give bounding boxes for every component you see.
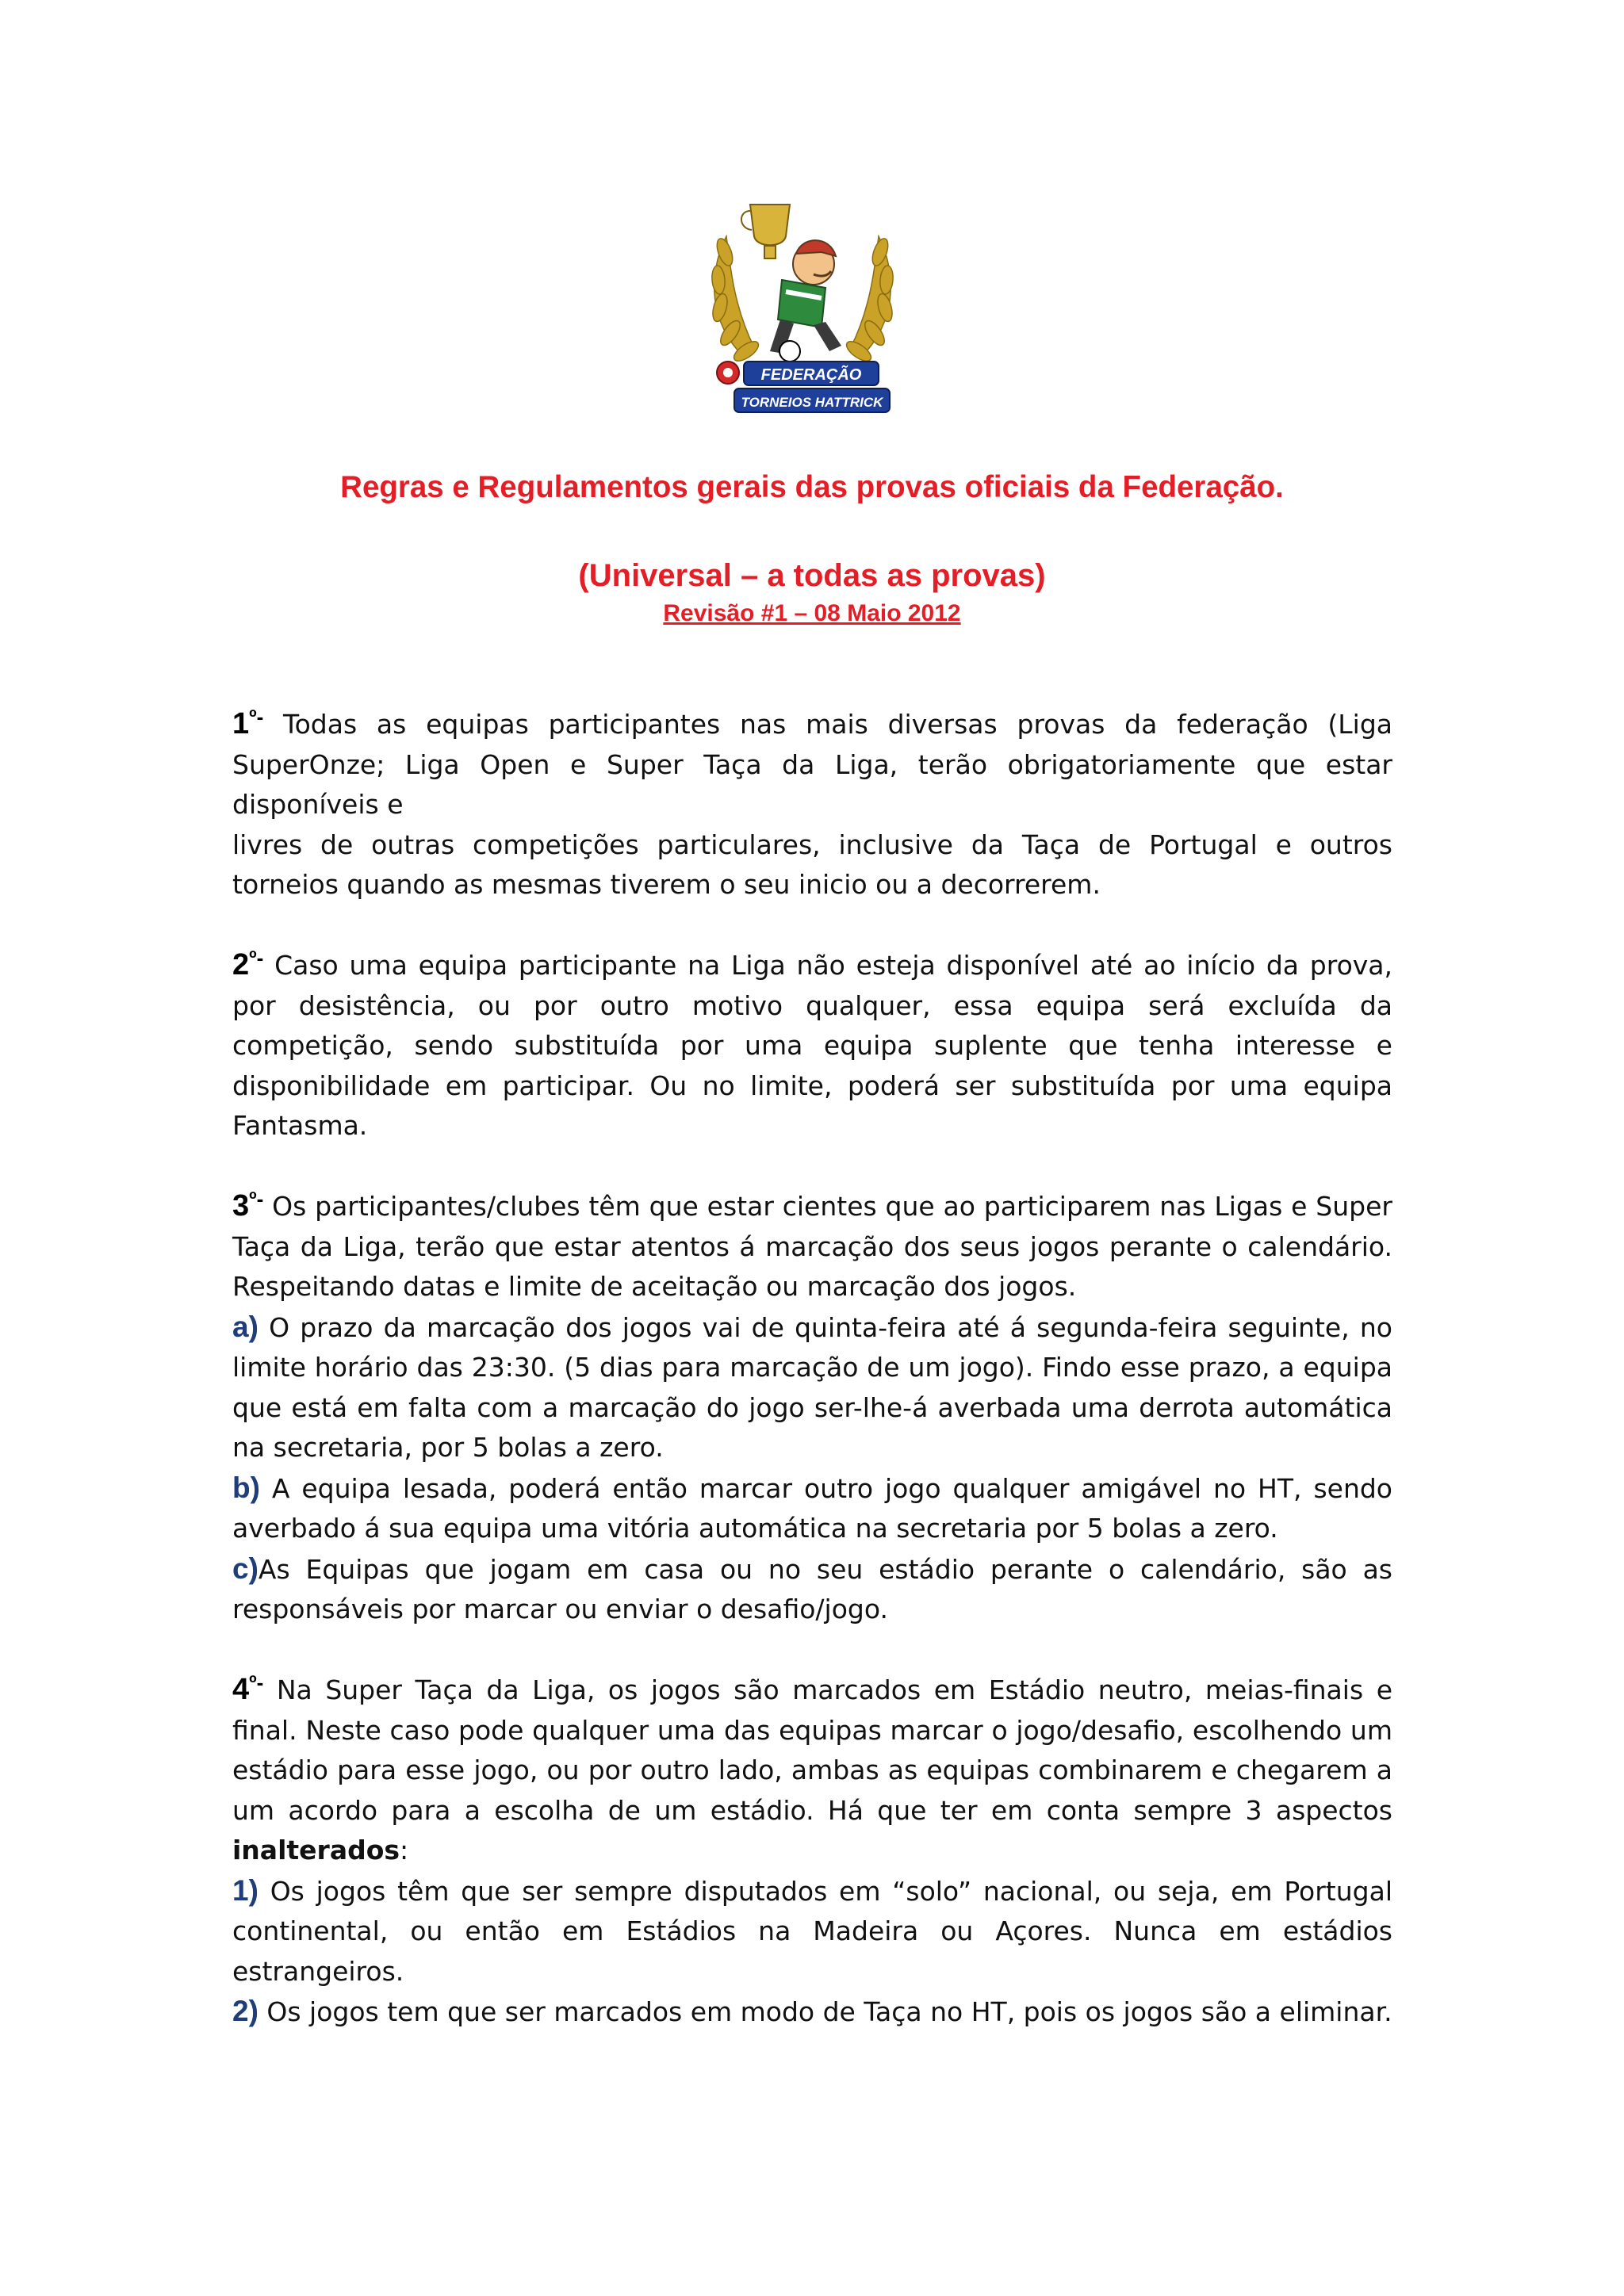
item-text: Os jogos têm que ser sempre disputados em “solo” nacional, ou seja, em Portugal continental, ou então em Estádios na Madeira ou Açores. Nunca em estádios estrangeiros. [232,1875,1392,1987]
rule-text: Todas as equipas participantes nas mais diversas provas da federação (Liga SuperOnze; Liga Open e Super Taça da Liga, terão obrigatoriamente que estar disponíveis e [232,709,1392,820]
item-label: a) [232,1310,259,1343]
federation-logo [695,189,910,427]
rule-number [232,1189,263,1223]
rule-number [232,707,263,740]
rule-3 [232,1186,1392,1307]
federation-logo-graphic [695,189,910,427]
document-title: Regras e Regulamentos gerais das provas oficiais da Federação. [340,470,1284,504]
item-label: 1) [232,1873,259,1907]
rule-4-item-2 [232,1992,1392,2033]
rule-number [232,1670,264,1706]
rule-number-ordinal: º- [249,1670,264,1694]
rule-3-item-a [232,1307,1392,1468]
item-text: O prazo da marcação dos jogos vai de quinta-feira até á segunda-feira seguinte, no limite horário das 23:30. (5 dias para marcação de um jogo). Findo esse prazo, a equipa que está em falta com a marcação do jogo ser-lhe-á averbada uma derrota automática na secretaria, por 5 bolas a zero. [232,1311,1392,1463]
rule-1-continued: livres de outras competições particulares, inclusive da Taça de Portugal e outros torneios quando as mesmas tiverem o seu inicio ou a decorrerem. [232,828,1392,900]
item-text: As Equipas que jogam em casa ou no seu estádio perante o calendário, são as responsáveis por marcar ou enviar o desafio/jogo. [232,1553,1392,1624]
rule-4 [232,1670,1392,1871]
rule-text-colon: : [400,1835,409,1866]
rule-number-digit: 1 [232,707,250,740]
rule-3-item-c [232,1549,1392,1630]
item-label: c) [232,1552,259,1585]
item-text: A equipa lesada, poderá então marcar outro jogo qualquer amigável no HT, sendo averbado á sua equipa uma vitória automática na secretaria por 5 bolas a zero. [232,1472,1392,1544]
rule-number-ordinal: º- [249,705,264,729]
rule-number-digit: 2 [232,948,250,982]
document-subtitle: (Universal – a todas as provas) [578,558,1046,593]
rule-text: Os participantes/clubes têm que estar cientes que ao participarem nas Ligas e Super Taça da Liga, terão que estar atentos á marcação dos seus jogos perante o calendário. Respeitando datas e limite de aceitação ou marcação dos jogos. [232,1191,1392,1302]
rule-text-bold: inalterados [232,1835,400,1866]
rules-body [232,704,1392,2033]
rule-number [232,948,263,982]
rule-number-digit: 3 [232,1189,250,1223]
logo-text-line2: TORNEIOS HATTRICK [741,395,883,410]
rule-text: Caso uma equipa participante na Liga não esteja disponível até ao início da prova, por desistência, ou por outro motivo qualquer, essa equipa será excluída da competição, sendo substituída por uma equipa suplente que tenha interesse e disponibilidade em participar. Ou no limite, poderá ser substituída por uma equipa Fantasma. [232,950,1392,1141]
logo-text-line1: FEDERAÇÃO [760,366,862,384]
revision-line: Revisão #1 – 08 Maio 2012 [663,600,961,626]
rule-number-ordinal: º- [249,946,264,970]
item-label: 2) [232,1995,259,2027]
rule-1 [232,704,1392,825]
rule-4-item-1 [232,1871,1392,1992]
rule-text: Na Super Taça da Liga, os jogos são marcados em Estádio neutro, meias-finais e final. Neste caso pode qualquer uma das equipas marcar o jogo/desafio, escolhendo um estádio para esse jogo, ou por outro lado, ambas as equipas combinarem e chegarem a um acordo para a escolha de um estádio. Há que ter em conta sempre 3 aspectos [232,1674,1392,1826]
rule-2 [232,945,1392,1146]
rule-number-ordinal: º- [249,1187,264,1211]
rule-3-item-b [232,1468,1392,1549]
item-text: Os jogos tem que ser marcados em modo de Taça no HT, pois os jogos são a eliminar. [258,1996,1392,2027]
item-label: b) [232,1471,260,1504]
rule-number-digit: 4 [232,1673,250,1706]
